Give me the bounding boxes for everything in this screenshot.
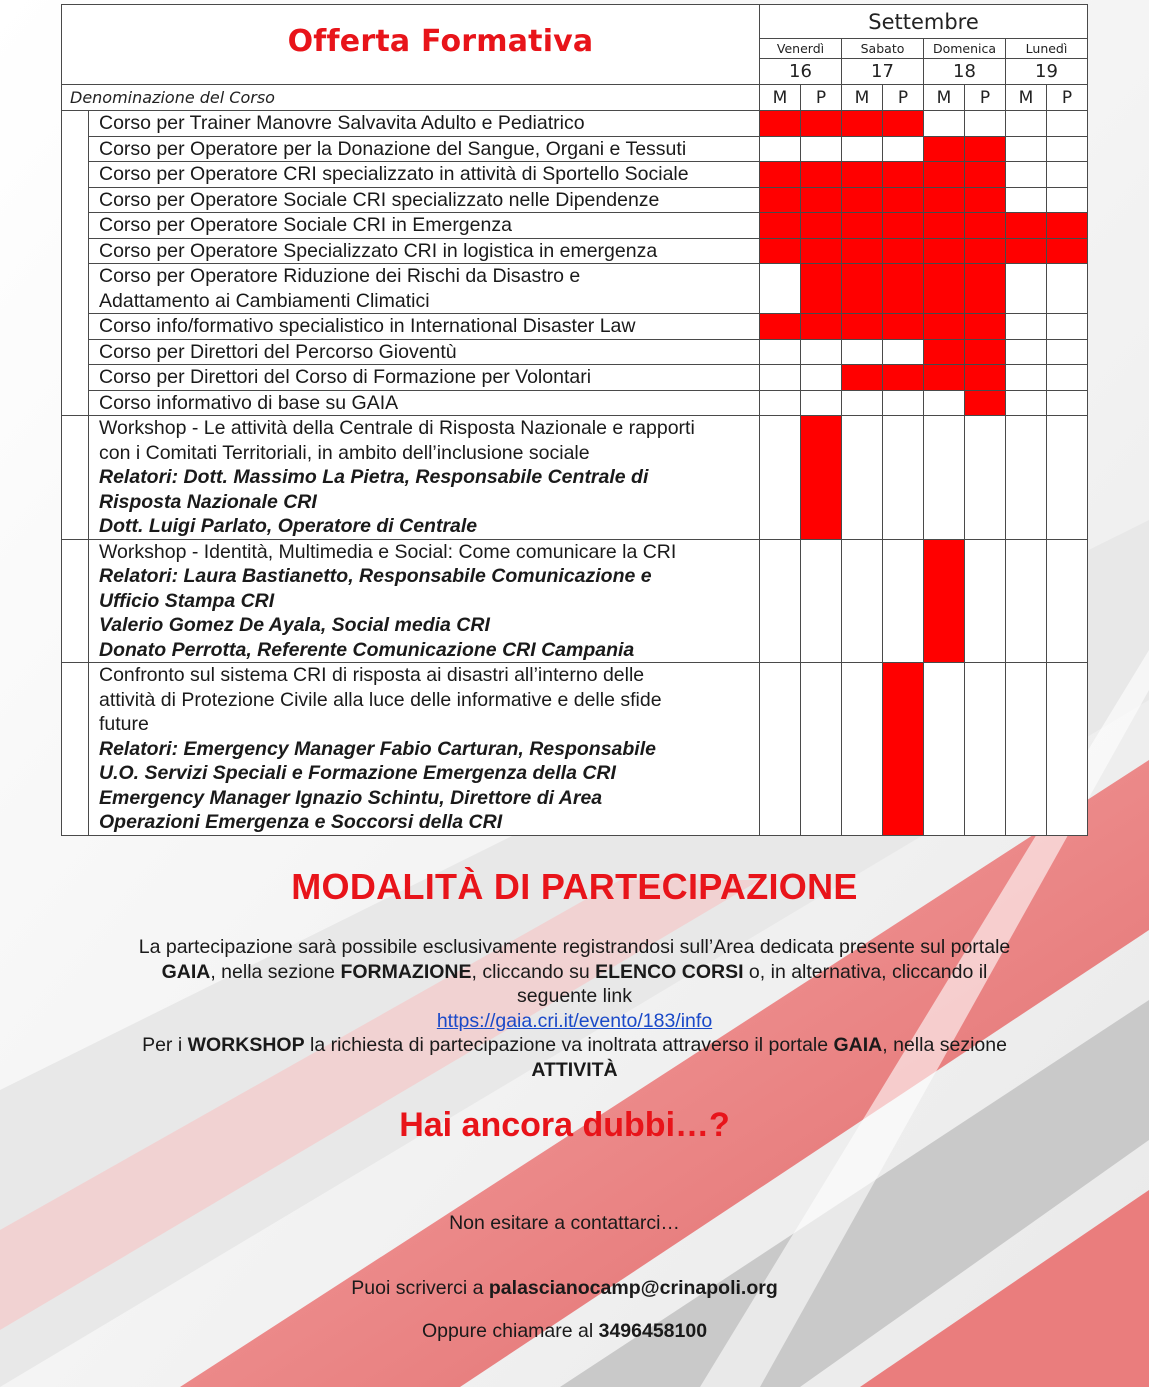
schedule-cell-active [842, 111, 883, 137]
schedule-cell [760, 365, 801, 391]
schedule-cell [1006, 136, 1047, 162]
schedule-cell [1006, 264, 1047, 314]
speaker-line: Donato Perrotta, Referente Comunicazione CRI Campania [99, 638, 635, 661]
row-group-cell [62, 663, 89, 836]
schedule-cell [1047, 187, 1088, 213]
speaker-line: Emergency Manager Ignazio Schintu, Direttore di Area [99, 786, 603, 809]
text: La partecipazione sarà possibile esclusivamente registrandosi sull’Area dedicata presente sul portale [138, 936, 1011, 958]
course-name [89, 213, 760, 239]
schedule-cell [801, 365, 842, 391]
schedule-cell [760, 390, 801, 416]
course-name-line: future [99, 713, 149, 735]
course-name-line: Confronto sul sistema CRI di risposta ai disastri all’interno delle [99, 664, 645, 686]
schedule-cell [924, 416, 965, 540]
table-title-cell [62, 5, 760, 85]
row-group-cell [62, 111, 89, 416]
schedule-cell-active [842, 365, 883, 391]
schedule-cell [965, 416, 1006, 540]
course-name-line: Corso per Operatore Riduzione dei Rischi da Disastro e [99, 265, 581, 287]
table-row [62, 663, 1088, 836]
schedule-cell-active [842, 314, 883, 340]
day-name-sunday: Domenica [924, 39, 1006, 59]
schedule-cell-active [965, 213, 1006, 239]
course-name-line: Corso per Operatore CRI specializzato in attività di Sportello Sociale [99, 163, 689, 185]
table-row [62, 365, 1088, 391]
schedule-cell-active [842, 238, 883, 264]
schedule-cell [1006, 663, 1047, 836]
schedule-cell [1047, 162, 1088, 188]
schedule-cell [1047, 264, 1088, 314]
phone-number[interactable]: 3496458100 [598, 1320, 708, 1342]
schedule-cell [924, 390, 965, 416]
gaia-label: GAIA [161, 960, 211, 983]
month-header: Settembre [760, 5, 1088, 39]
text: , nella sezione [210, 960, 341, 983]
schedule-cell-active [801, 416, 842, 540]
schedule-cell [1006, 365, 1047, 391]
course-name [89, 416, 760, 540]
course-name-line: Corso per Operatore Sociale CRI specializzato nelle Dipendenze [99, 188, 660, 211]
schedule-cell [883, 416, 924, 540]
table-row [62, 136, 1088, 162]
schedule-cell-active [883, 162, 924, 188]
slot-header: M [760, 85, 801, 111]
row-group-cell [62, 416, 89, 540]
schedule-cell [965, 111, 1006, 137]
course-name-line: Adattamento ai Cambiamenti Climatici [99, 289, 430, 312]
workshop-label: WORKSHOP [187, 1034, 305, 1056]
table-row [62, 162, 1088, 188]
course-name-line: Workshop - Le attività della Centrale di Risposta Nazionale e rapporti [99, 417, 695, 439]
schedule-cell [1047, 416, 1088, 540]
schedule-cell [883, 339, 924, 365]
schedule-cell [801, 339, 842, 365]
schedule-cell-active [760, 111, 801, 137]
schedule-cell [760, 339, 801, 365]
schedule-cell [842, 416, 883, 540]
course-name-line: Corso info/formativo specialistico in International Disaster Law [99, 315, 636, 337]
schedule-cell [883, 390, 924, 416]
phone-label: Oppure chiamare al [421, 1320, 599, 1342]
schedule-cell-active [1006, 213, 1047, 239]
course-name [89, 111, 760, 137]
schedule-cell [1047, 539, 1088, 663]
formazione-label: FORMAZIONE [340, 960, 472, 983]
course-schedule-table [61, 4, 1088, 836]
day-name-friday: Venerdì [760, 39, 842, 59]
table-row [62, 264, 1088, 314]
slot-header: P [883, 85, 924, 111]
schedule-cell [760, 264, 801, 314]
speaker-line: Dott. Luigi Parlato, Operatore di Centrale [99, 515, 478, 537]
schedule-cell-active [842, 162, 883, 188]
speaker-line: Ufficio Stampa CRI [99, 589, 275, 612]
schedule-cell [760, 663, 801, 836]
speaker-line: Risposta Nazionale CRI [99, 490, 317, 513]
course-name [89, 339, 760, 365]
schedule-cell-active [924, 238, 965, 264]
schedule-cell [924, 663, 965, 836]
speaker-line: Valerio Gomez De Ayala, Social media CRI [99, 614, 490, 636]
slot-header: M [1006, 85, 1047, 111]
schedule-cell-active [801, 111, 842, 137]
schedule-cell-active [760, 213, 801, 239]
table-row [62, 187, 1088, 213]
email-address[interactable]: palascianocamp@crinapoli.org [488, 1277, 778, 1299]
participation-paragraph-2 [0, 1033, 1149, 1082]
course-name [89, 162, 760, 188]
course-name-line: attività di Protezione Civile alla luce delle informative e delle sfide [99, 688, 662, 711]
day-name-saturday: Sabato [842, 39, 924, 59]
schedule-cell [1006, 187, 1047, 213]
day-date-18: 18 [924, 59, 1006, 85]
schedule-cell-active [760, 162, 801, 188]
course-name-line: Corso informativo di base su GAIA [99, 391, 399, 414]
speaker-line: U.O. Servizi Speciali e Formazione Emergenza della CRI [99, 762, 616, 784]
schedule-cell-active [842, 187, 883, 213]
table-row [62, 238, 1088, 264]
contact-email-line [0, 1277, 1139, 1300]
schedule-cell-active [1047, 238, 1088, 264]
table-row [62, 314, 1088, 340]
registration-link[interactable]: https://gaia.cri.it/evento/183/info [436, 1009, 713, 1032]
day-date-17: 17 [842, 59, 924, 85]
schedule-cell-active [965, 339, 1006, 365]
email-label: Puoi scriverci a [351, 1277, 489, 1299]
speaker-line: Relatori: Dott. Massimo La Pietra, Responsabile Centrale di [99, 466, 649, 488]
course-name [89, 264, 760, 314]
schedule-cell [801, 136, 842, 162]
schedule-cell-active [1047, 213, 1088, 239]
schedule-cell-active [924, 314, 965, 340]
doubt-question: Hai ancora dubbi…? [399, 1106, 730, 1144]
speaker-line: Relatori: Emergency Manager Fabio Carturan, Responsabile [99, 737, 656, 760]
slot-header: M [842, 85, 883, 111]
text: la richiesta di partecipazione va inoltrata attraverso il portale [304, 1034, 834, 1056]
schedule-cell-active [801, 187, 842, 213]
participation-text [0, 935, 1149, 1082]
slot-header: P [801, 85, 842, 111]
course-name [89, 365, 760, 391]
schedule-cell-active [965, 187, 1006, 213]
text: seguente link [517, 985, 632, 1007]
text: o, in alternativa, cliccando il [743, 960, 988, 983]
schedule-cell-active [883, 111, 924, 137]
schedule-cell-active [965, 314, 1006, 340]
schedule-cell-active [924, 162, 965, 188]
schedule-cell-active [883, 365, 924, 391]
course-name-line: Workshop - Identità, Multimedia e Social: Come comunicare la CRI [99, 540, 677, 563]
schedule-cell-active [1006, 238, 1047, 264]
schedule-cell [965, 539, 1006, 663]
schedule-cell [760, 136, 801, 162]
schedule-cell [1006, 539, 1047, 663]
schedule-cell [965, 663, 1006, 836]
schedule-cell-active [801, 162, 842, 188]
table-row [62, 539, 1088, 663]
schedule-cell [801, 390, 842, 416]
participation-title: MODALITÀ DI PARTECIPAZIONE [291, 866, 858, 907]
course-name [89, 187, 760, 213]
schedule-cell-active [924, 539, 965, 663]
schedule-cell [1047, 339, 1088, 365]
schedule-cell [1006, 416, 1047, 540]
schedule-cell-active [883, 314, 924, 340]
schedule-cell [842, 390, 883, 416]
course-name-line: con i Comitati Territoriali, in ambito dell’inclusione sociale [99, 441, 590, 464]
schedule-cell-active [883, 663, 924, 836]
text: Per i [142, 1034, 188, 1056]
schedule-cell [842, 539, 883, 663]
schedule-cell-active [924, 136, 965, 162]
schedule-cell [842, 663, 883, 836]
schedule-cell [1047, 390, 1088, 416]
slot-header: P [965, 85, 1006, 111]
schedule-cell [760, 416, 801, 540]
schedule-cell-active [801, 314, 842, 340]
course-column-header: Denominazione del Corso [62, 85, 760, 111]
contact-invite: Non esitare a contattarci… [449, 1212, 680, 1234]
schedule-cell [842, 136, 883, 162]
table-row [62, 390, 1088, 416]
schedule-cell-active [883, 264, 924, 314]
schedule-cell-active [842, 264, 883, 314]
course-name-line: Corso per Trainer Manovre Salvavita Adulto e Pediatrico [99, 112, 585, 134]
schedule-cell [924, 111, 965, 137]
course-name [89, 314, 760, 340]
speaker-line: Relatori: Laura Bastianetto, Responsabile Comunicazione e [99, 565, 652, 587]
schedule-cell-active [760, 314, 801, 340]
schedule-cell [1047, 663, 1088, 836]
schedule-cell-active [965, 238, 1006, 264]
schedule-cell [842, 339, 883, 365]
schedule-cell-active [801, 213, 842, 239]
schedule-cell-active [965, 390, 1006, 416]
row-group-cell [62, 539, 89, 663]
schedule-cell [1006, 314, 1047, 340]
table-title: Offerta Formativa [287, 24, 594, 59]
gaia-label: GAIA [833, 1034, 883, 1056]
schedule-cell-active [801, 264, 842, 314]
course-name-line: Corso per Direttori del Percorso Gioventù [99, 340, 457, 363]
text: , cliccando su [471, 960, 596, 983]
course-name [89, 238, 760, 264]
course-name-line: Corso per Operatore Specializzato CRI in logistica in emergenza [99, 239, 658, 262]
schedule-cell-active [924, 339, 965, 365]
day-date-19: 19 [1006, 59, 1088, 85]
elenco-corsi-label: ELENCO CORSI [595, 960, 744, 983]
schedule-cell [1047, 136, 1088, 162]
schedule-cell-active [801, 238, 842, 264]
speaker-line: Operazioni Emergenza e Soccorsi della CRI [99, 811, 503, 833]
schedule-cell-active [842, 213, 883, 239]
participation-paragraph-1 [0, 935, 1149, 1033]
schedule-cell [760, 539, 801, 663]
schedule-cell-active [883, 238, 924, 264]
schedule-cell [883, 136, 924, 162]
course-name-line: Corso per Operatore Sociale CRI in Emergenza [99, 214, 512, 236]
schedule-cell-active [965, 365, 1006, 391]
schedule-cell-active [760, 238, 801, 264]
table-row [62, 416, 1088, 540]
course-name [89, 663, 760, 836]
course-name [89, 539, 760, 663]
attivita-label: ATTIVITÀ [531, 1058, 618, 1081]
table-row [62, 213, 1088, 239]
course-name [89, 390, 760, 416]
schedule-cell [801, 663, 842, 836]
schedule-cell [1047, 365, 1088, 391]
contact-phone-line [0, 1320, 1139, 1343]
schedule-cell-active [965, 264, 1006, 314]
schedule-cell-active [883, 187, 924, 213]
slot-header: P [1047, 85, 1088, 111]
schedule-cell-active [883, 213, 924, 239]
table-row [62, 111, 1088, 137]
schedule-cell-active [965, 162, 1006, 188]
schedule-cell [1006, 339, 1047, 365]
schedule-cell [883, 539, 924, 663]
schedule-cell [1006, 390, 1047, 416]
schedule-cell [1006, 111, 1047, 137]
schedule-cell [1047, 111, 1088, 137]
text: , nella sezione [882, 1034, 1007, 1056]
schedule-cell-active [924, 264, 965, 314]
day-date-16: 16 [760, 59, 842, 85]
schedule-cell [1047, 314, 1088, 340]
schedule-cell-active [924, 213, 965, 239]
course-name [89, 136, 760, 162]
schedule-cell [801, 539, 842, 663]
schedule-cell [1006, 162, 1047, 188]
day-name-monday: Lunedì [1006, 39, 1088, 59]
schedule-cell-active [924, 365, 965, 391]
course-name-line: Corso per Operatore per la Donazione del Sangue, Organi e Tessuti [99, 137, 687, 160]
schedule-cell-active [965, 136, 1006, 162]
schedule-cell-active [760, 187, 801, 213]
course-name-line: Corso per Direttori del Corso di Formazione per Volontari [99, 366, 592, 388]
table-row [62, 339, 1088, 365]
slot-header: M [924, 85, 965, 111]
schedule-cell-active [924, 187, 965, 213]
